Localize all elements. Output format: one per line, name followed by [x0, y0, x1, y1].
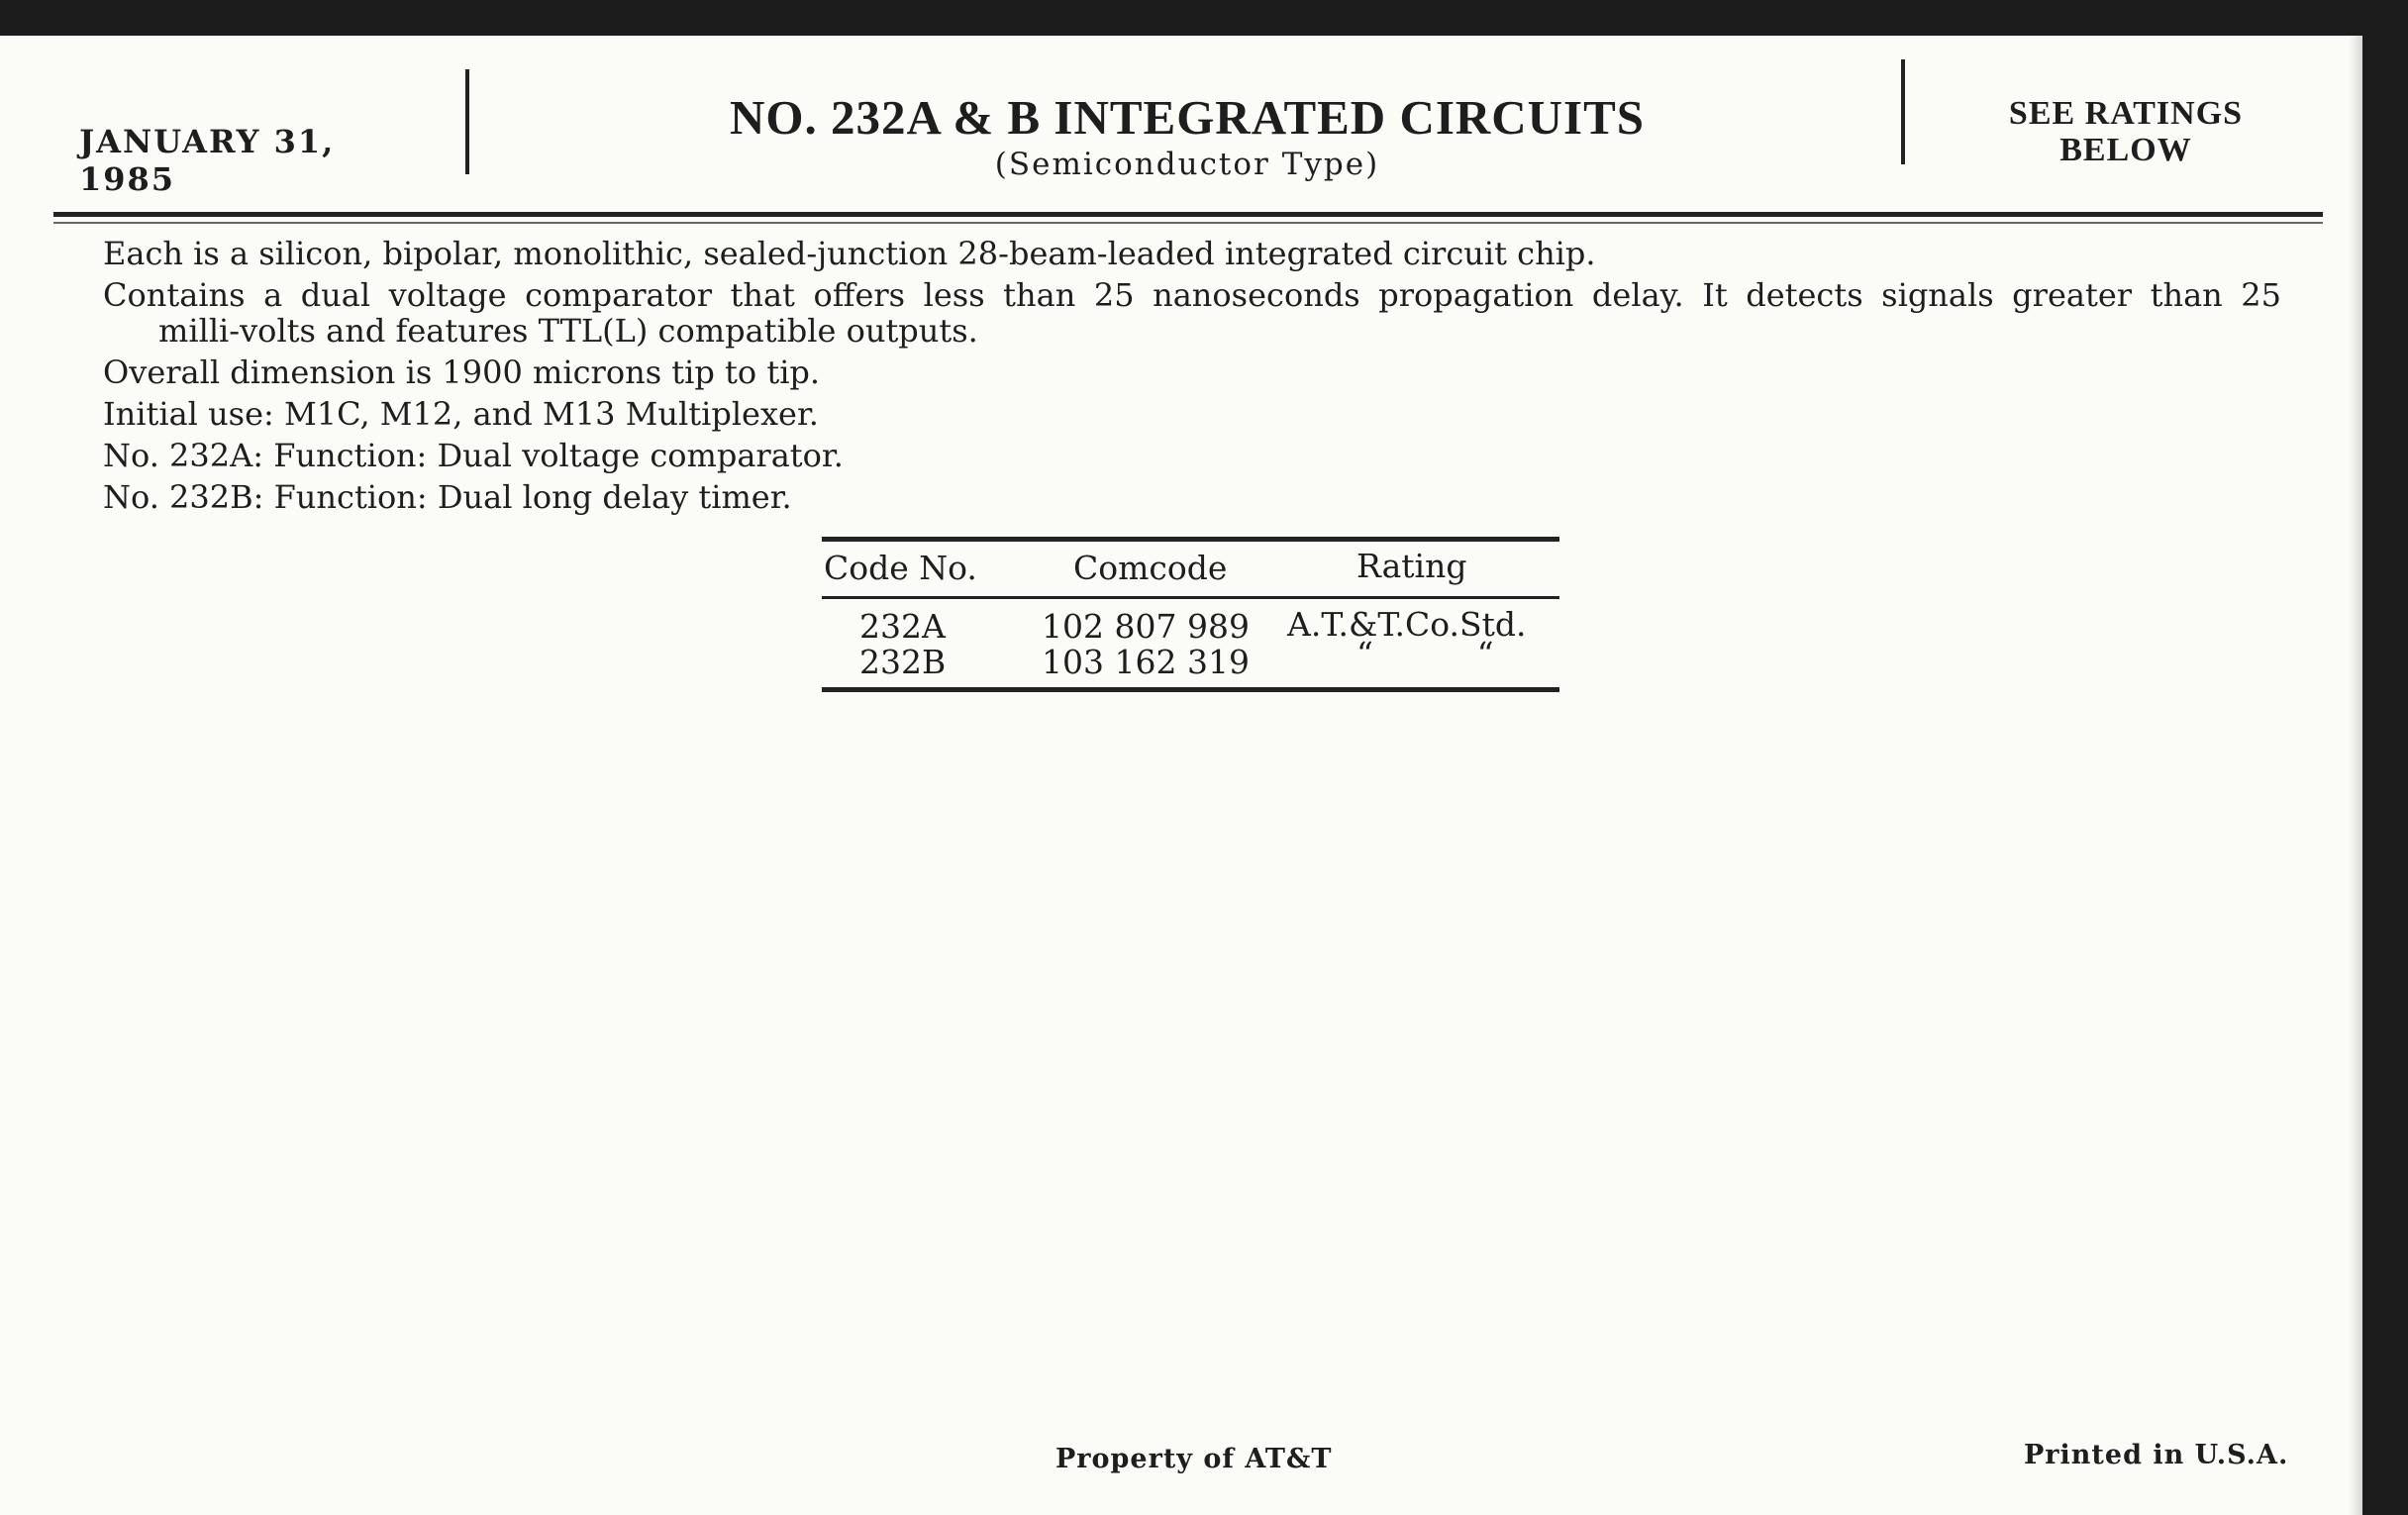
footer-property: Property of AT&T	[1055, 1444, 1333, 1474]
document-subtitle: (Semiconductor Type)	[994, 147, 1380, 182]
description-p6: No. 232B: Function: Dual long delay timer.	[103, 478, 792, 516]
description-p3: Overall dimension is 1900 microns tip to tip.	[103, 354, 821, 391]
description-p4: Initial use: M1C, M12, and M13 Multiplexer.	[103, 395, 819, 433]
table-header-rating: Rating	[1356, 547, 1467, 585]
table-cell-comcode: 103 162 319	[1042, 643, 1250, 681]
description-p2	[103, 277, 2281, 349]
table-top-rule	[822, 537, 1559, 542]
description-p2-line2: milli-volts and features TTL(L) compatible outputs.	[158, 312, 978, 350]
header-rule-thin	[53, 222, 2323, 224]
table-cell-code: 232A	[859, 607, 946, 646]
description-p5: No. 232A: Function: Dual voltage comparator.	[103, 437, 844, 474]
table-cell-rating: “ “	[1356, 635, 1494, 673]
document-title: NO. 232A & B INTEGRATED CIRCUITS	[729, 90, 1646, 145]
table-header-code: Code No.	[824, 549, 977, 587]
document-card	[0, 36, 2362, 1515]
header-rule	[53, 212, 2323, 217]
table-header-comcode: Comcode	[1073, 549, 1228, 587]
table-cell-rating: A.T.&T.Co.Std.	[1287, 605, 1527, 644]
table-bottom-rule	[822, 687, 1559, 692]
description-p2-line1: Contains a dual voltage comparator that offers less than 25 nanoseconds propagation delay. It detects signals greater than 25	[103, 276, 2281, 314]
ratings-note-line2: BELOW	[2059, 132, 2192, 168]
footer-printed: Printed in U.S.A.	[2024, 1440, 2289, 1470]
ratings-note	[1905, 95, 2347, 168]
table-header-rule	[822, 596, 1559, 599]
ratings-note-line1: SEE RATINGS	[2008, 95, 2244, 132]
document-date: JANUARY 31, 1985	[79, 123, 336, 198]
card-edge	[2349, 36, 2362, 1515]
table-cell-comcode: 102 807 989	[1042, 607, 1250, 646]
description-p1: Each is a silicon, bipolar, monolithic, sealed-junction 28-beam-leaded integrated circuit chip.	[103, 235, 1596, 272]
table-cell-code: 232B	[859, 643, 947, 681]
